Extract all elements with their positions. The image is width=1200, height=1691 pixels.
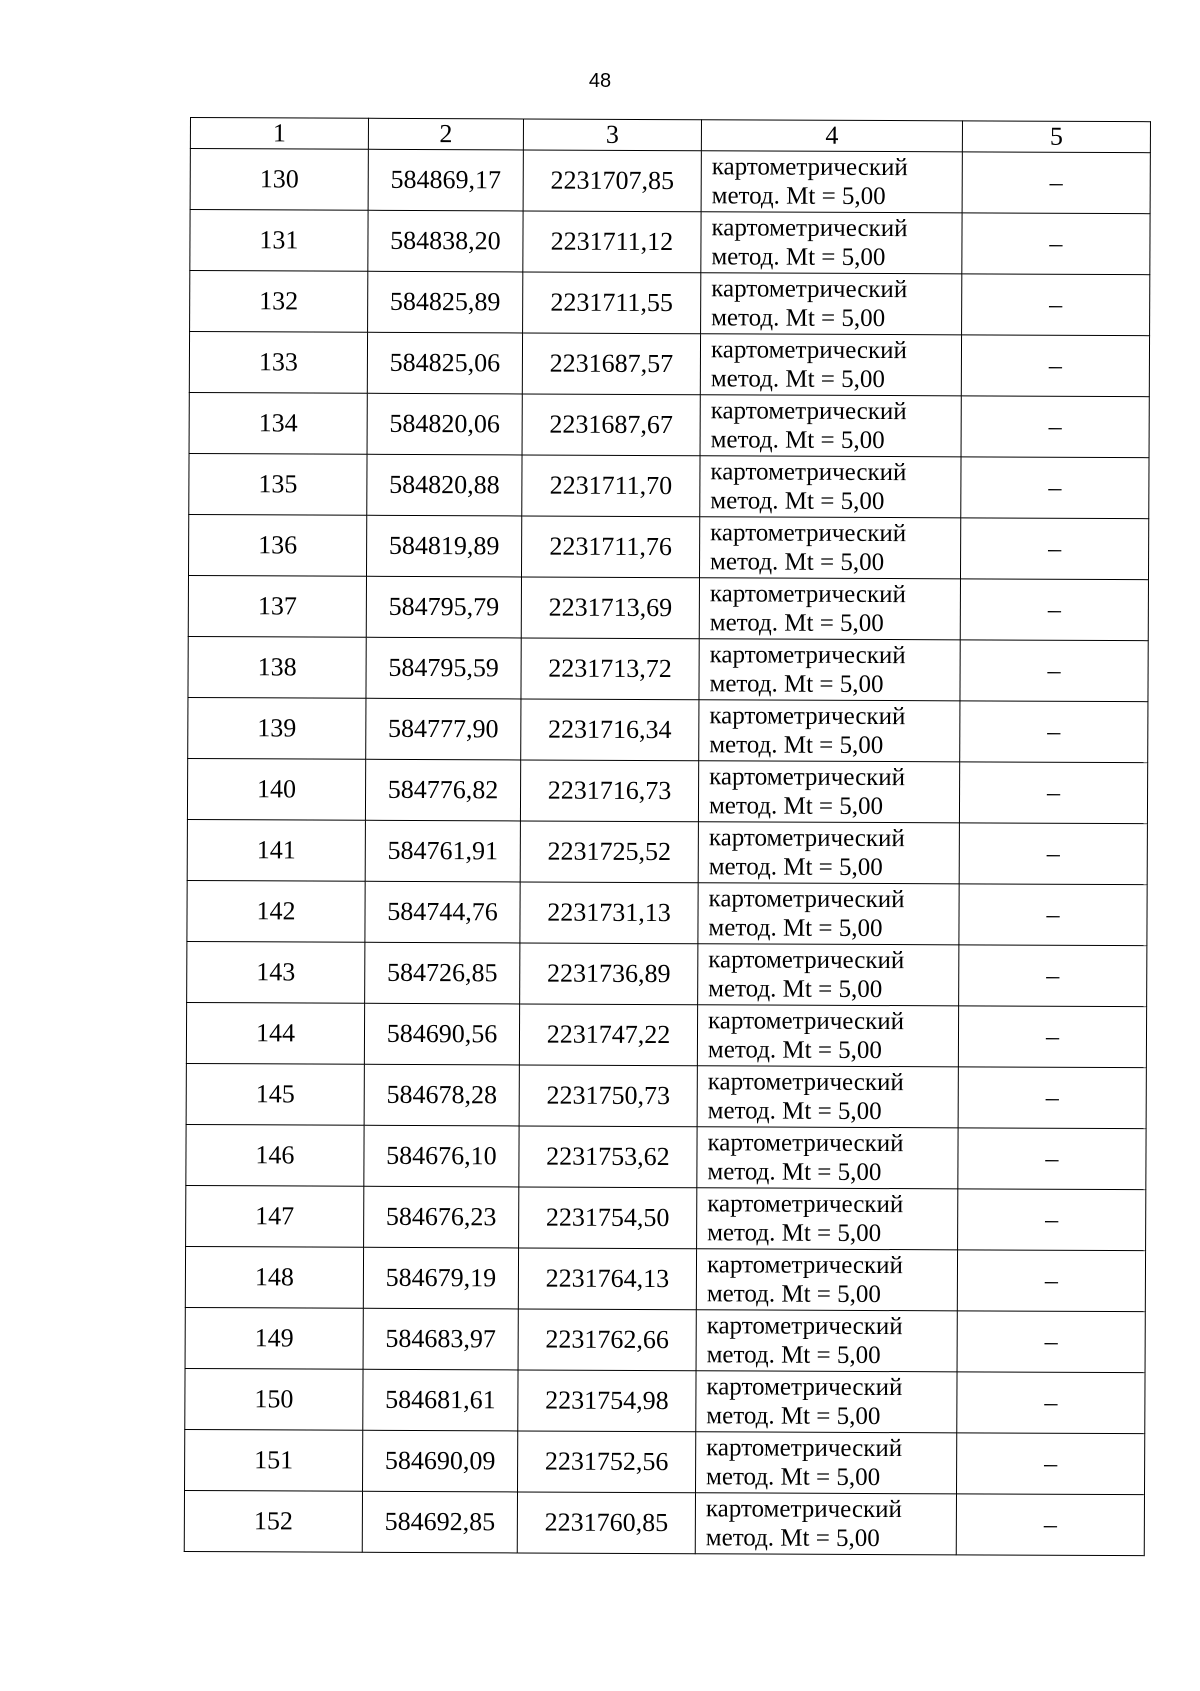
note-cell: – bbox=[960, 640, 1148, 702]
method-line-2: метод. Mt = 5,00 bbox=[709, 731, 884, 760]
table-row bbox=[189, 453, 1149, 518]
x-coordinate-cell: 584692,85 bbox=[362, 1491, 517, 1553]
table-row bbox=[186, 1124, 1146, 1189]
method-line-2: метод. Mt = 5,00 bbox=[708, 975, 883, 1004]
table-row bbox=[188, 514, 1148, 579]
y-coordinate-cell: 2231764,13 bbox=[518, 1248, 696, 1310]
method-cell bbox=[698, 822, 959, 884]
method-line-1: картометрический bbox=[710, 336, 908, 365]
method-line-2: метод. Mt = 5,00 bbox=[711, 304, 886, 333]
x-coordinate-cell: 584690,09 bbox=[363, 1430, 518, 1492]
table-row bbox=[186, 1002, 1146, 1067]
table-row bbox=[187, 819, 1147, 884]
y-coordinate-cell: 2231754,50 bbox=[519, 1187, 697, 1249]
note-cell: – bbox=[958, 1067, 1146, 1129]
point-number-cell: 147 bbox=[186, 1185, 364, 1247]
note-cell: – bbox=[959, 945, 1147, 1007]
x-coordinate-cell: 584825,89 bbox=[368, 271, 523, 333]
note-cell: – bbox=[958, 1128, 1146, 1190]
method-cell bbox=[701, 151, 962, 213]
y-coordinate-cell: 2231747,22 bbox=[519, 1004, 697, 1066]
method-line-1: картометрический bbox=[707, 1129, 904, 1158]
method-cell bbox=[695, 1493, 956, 1555]
method-line-2: метод. Mt = 5,00 bbox=[707, 1097, 882, 1126]
method-cell bbox=[699, 517, 960, 579]
y-coordinate-cell: 2231687,67 bbox=[522, 394, 700, 456]
method-line-1: картометрический bbox=[709, 702, 906, 731]
note-cell: – bbox=[960, 701, 1148, 763]
method-cell bbox=[700, 334, 961, 396]
method-line-1: картометрический bbox=[710, 458, 907, 487]
point-number-cell: 150 bbox=[185, 1368, 363, 1430]
table-row bbox=[189, 332, 1149, 397]
point-number-cell: 139 bbox=[188, 697, 366, 759]
y-coordinate-cell: 2231687,57 bbox=[522, 333, 700, 395]
note-cell: – bbox=[959, 762, 1147, 824]
table-row bbox=[185, 1368, 1145, 1433]
x-coordinate-cell: 584838,20 bbox=[368, 210, 523, 272]
method-line-2: метод. Mt = 5,00 bbox=[707, 1158, 882, 1187]
method-line-1: картометрический bbox=[708, 946, 905, 975]
table-row bbox=[184, 1490, 1144, 1555]
table-row bbox=[190, 271, 1150, 336]
note-cell: – bbox=[959, 884, 1147, 946]
point-number-cell: 142 bbox=[187, 880, 365, 942]
x-coordinate-cell: 584683,97 bbox=[363, 1308, 518, 1370]
table-row bbox=[186, 1063, 1146, 1128]
point-number-cell: 136 bbox=[188, 514, 366, 576]
point-number-cell: 143 bbox=[187, 941, 365, 1003]
note-cell: – bbox=[962, 213, 1150, 275]
method-cell bbox=[699, 578, 960, 640]
table-row bbox=[185, 1246, 1145, 1311]
y-coordinate-cell: 2231754,98 bbox=[518, 1370, 696, 1432]
table-header bbox=[190, 118, 1150, 153]
method-line-2: метод. Mt = 5,00 bbox=[706, 1402, 881, 1431]
x-coordinate-cell: 584744,76 bbox=[365, 881, 520, 943]
method-line-1: картометрический bbox=[708, 885, 905, 914]
table-row bbox=[188, 636, 1148, 701]
x-coordinate-cell: 584819,89 bbox=[366, 515, 521, 577]
x-coordinate-cell: 584676,23 bbox=[364, 1186, 519, 1248]
point-number-cell: 131 bbox=[190, 210, 368, 272]
method-cell bbox=[697, 1005, 958, 1067]
method-cell bbox=[701, 212, 962, 274]
table-row bbox=[187, 941, 1147, 1006]
note-cell: – bbox=[958, 1189, 1146, 1251]
method-line-2: метод. Mt = 5,00 bbox=[708, 914, 883, 943]
column-header-5: 5 bbox=[962, 121, 1150, 153]
method-line-1: картометрический bbox=[707, 1190, 904, 1219]
method-line-2: метод. Mt = 5,00 bbox=[710, 426, 885, 455]
x-coordinate-cell: 584776,82 bbox=[365, 759, 520, 821]
method-line-1: картометрический bbox=[709, 641, 906, 670]
x-coordinate-cell: 584679,19 bbox=[363, 1247, 518, 1309]
note-cell: – bbox=[960, 579, 1148, 641]
y-coordinate-cell: 2231752,56 bbox=[518, 1431, 696, 1493]
method-line-2: метод. Mt = 5,00 bbox=[705, 1524, 880, 1553]
point-number-cell: 132 bbox=[190, 271, 368, 333]
method-line-1: картометрический bbox=[710, 519, 907, 548]
y-coordinate-cell: 2231711,12 bbox=[523, 211, 701, 273]
method-line-1: картометрический bbox=[708, 824, 905, 853]
table-row bbox=[186, 1185, 1146, 1250]
x-coordinate-cell: 584678,28 bbox=[364, 1064, 519, 1126]
y-coordinate-cell: 2231711,70 bbox=[522, 455, 700, 517]
y-coordinate-cell: 2231716,73 bbox=[520, 760, 698, 822]
y-coordinate-cell: 2231750,73 bbox=[519, 1065, 697, 1127]
method-line-2: метод. Mt = 5,00 bbox=[708, 792, 884, 821]
method-cell bbox=[701, 273, 962, 335]
method-line-2: метод. Mt = 5,00 bbox=[710, 365, 885, 394]
column-header-3: 3 bbox=[523, 119, 701, 151]
note-cell: – bbox=[957, 1311, 1145, 1373]
x-coordinate-cell: 584820,88 bbox=[367, 454, 522, 516]
method-line-1: картометрический bbox=[711, 214, 908, 243]
coordinates-table bbox=[184, 117, 1151, 1556]
x-coordinate-cell: 584795,79 bbox=[366, 576, 521, 638]
note-cell: – bbox=[962, 274, 1150, 336]
method-line-1: картометрический bbox=[711, 275, 908, 304]
note-cell: – bbox=[956, 1433, 1144, 1495]
method-cell bbox=[696, 1310, 957, 1372]
method-line-2: метод. Mt = 5,00 bbox=[706, 1280, 881, 1309]
note-cell: – bbox=[961, 396, 1149, 458]
method-cell bbox=[700, 456, 961, 518]
point-number-cell: 146 bbox=[186, 1124, 364, 1186]
point-number-cell: 135 bbox=[189, 453, 367, 515]
y-coordinate-cell: 2231753,62 bbox=[519, 1126, 697, 1188]
method-line-1: картометрический bbox=[709, 763, 906, 792]
method-cell bbox=[696, 1432, 957, 1494]
method-line-1: картометрический bbox=[706, 1251, 904, 1280]
note-cell: – bbox=[959, 823, 1147, 885]
note-cell: – bbox=[961, 457, 1149, 519]
point-number-cell: 133 bbox=[189, 332, 367, 394]
header-row bbox=[190, 118, 1150, 153]
note-cell: – bbox=[958, 1006, 1146, 1068]
point-number-cell: 152 bbox=[184, 1490, 362, 1552]
table-row bbox=[190, 210, 1150, 275]
y-coordinate-cell: 2231713,69 bbox=[521, 577, 699, 639]
column-header-4: 4 bbox=[701, 120, 962, 152]
note-cell: – bbox=[961, 335, 1149, 397]
y-coordinate-cell: 2231716,34 bbox=[521, 699, 699, 761]
x-coordinate-cell: 584761,91 bbox=[365, 820, 520, 882]
method-line-1: картометрический bbox=[707, 1068, 904, 1097]
point-number-cell: 140 bbox=[187, 758, 365, 820]
table-row bbox=[188, 697, 1148, 762]
method-line-2: метод. Mt = 5,00 bbox=[707, 1219, 882, 1248]
column-header-2: 2 bbox=[368, 118, 523, 150]
method-cell bbox=[696, 1371, 957, 1433]
method-cell bbox=[698, 883, 959, 945]
x-coordinate-cell: 584690,56 bbox=[364, 1003, 519, 1065]
y-coordinate-cell: 2231762,66 bbox=[518, 1309, 696, 1371]
method-cell bbox=[697, 1188, 958, 1250]
point-number-cell: 137 bbox=[188, 575, 366, 637]
note-cell: – bbox=[957, 1250, 1145, 1312]
table-row bbox=[188, 575, 1148, 640]
y-coordinate-cell: 2231707,85 bbox=[523, 150, 701, 212]
note-cell: – bbox=[956, 1494, 1144, 1556]
method-cell bbox=[699, 700, 960, 762]
table-row bbox=[187, 758, 1147, 823]
x-coordinate-cell: 584681,61 bbox=[363, 1369, 518, 1431]
method-line-2: метод. Mt = 5,00 bbox=[711, 243, 886, 272]
method-cell bbox=[700, 395, 961, 457]
y-coordinate-cell: 2231711,76 bbox=[521, 516, 699, 578]
point-number-cell: 144 bbox=[186, 1002, 364, 1064]
method-line-2: метод. Mt = 5,00 bbox=[706, 1341, 881, 1370]
x-coordinate-cell: 584777,90 bbox=[366, 698, 521, 760]
method-cell bbox=[697, 1127, 958, 1189]
method-line-2: метод. Mt = 5,00 bbox=[711, 182, 886, 211]
table-row bbox=[185, 1307, 1145, 1372]
table-row bbox=[190, 149, 1150, 214]
column-header-1: 1 bbox=[190, 118, 368, 150]
point-number-cell: 141 bbox=[187, 819, 365, 881]
y-coordinate-cell: 2231731,13 bbox=[520, 882, 698, 944]
method-line-1: картометрический bbox=[706, 1434, 903, 1463]
x-coordinate-cell: 584795,59 bbox=[366, 637, 521, 699]
method-line-2: метод. Mt = 5,00 bbox=[709, 609, 884, 638]
method-cell bbox=[697, 1066, 958, 1128]
y-coordinate-cell: 2231711,55 bbox=[523, 272, 701, 334]
table-row bbox=[187, 880, 1147, 945]
method-cell bbox=[696, 1249, 957, 1311]
table-row bbox=[185, 1429, 1145, 1494]
x-coordinate-cell: 584820,06 bbox=[367, 393, 522, 455]
method-line-2: метод. Mt = 5,00 bbox=[707, 1036, 883, 1065]
method-cell bbox=[698, 761, 959, 823]
page-number: 48 bbox=[588, 70, 612, 92]
method-line-1: картометрический bbox=[706, 1312, 903, 1341]
point-number-cell: 151 bbox=[185, 1429, 363, 1491]
method-line-1: картометрический bbox=[711, 153, 908, 182]
point-number-cell: 134 bbox=[189, 392, 367, 454]
method-line-1: картометрический bbox=[709, 580, 906, 609]
table-body bbox=[184, 149, 1150, 1556]
x-coordinate-cell: 584676,10 bbox=[364, 1125, 519, 1187]
note-cell: – bbox=[957, 1372, 1145, 1434]
method-line-1: картометрический bbox=[710, 397, 907, 426]
x-coordinate-cell: 584726,85 bbox=[365, 942, 520, 1004]
x-coordinate-cell: 584869,17 bbox=[368, 149, 523, 211]
point-number-cell: 149 bbox=[185, 1307, 363, 1369]
method-line-2: метод. Mt = 5,00 bbox=[710, 548, 885, 577]
note-cell: – bbox=[962, 152, 1150, 214]
y-coordinate-cell: 2231713,72 bbox=[521, 638, 699, 700]
method-line-1: картометрический bbox=[708, 1007, 905, 1036]
note-cell: – bbox=[960, 518, 1148, 580]
method-line-2: метод. Mt = 5,00 bbox=[710, 487, 885, 516]
x-coordinate-cell: 584825,06 bbox=[367, 332, 522, 394]
method-line-2: метод. Mt = 5,00 bbox=[708, 853, 883, 882]
point-number-cell: 148 bbox=[185, 1246, 363, 1308]
method-line-2: метод. Mt = 5,00 bbox=[706, 1463, 881, 1492]
method-line-2: метод. Mt = 5,00 bbox=[709, 670, 884, 699]
y-coordinate-cell: 2231725,52 bbox=[520, 821, 698, 883]
y-coordinate-cell: 2231760,85 bbox=[517, 1492, 695, 1554]
method-line-1: картометрический bbox=[706, 1373, 903, 1402]
method-cell bbox=[699, 639, 960, 701]
table-row bbox=[189, 392, 1149, 457]
point-number-cell: 138 bbox=[188, 636, 366, 698]
method-line-1: картометрический bbox=[705, 1495, 902, 1524]
y-coordinate-cell: 2231736,89 bbox=[520, 943, 698, 1005]
method-cell bbox=[698, 944, 959, 1006]
point-number-cell: 145 bbox=[186, 1063, 364, 1125]
point-number-cell: 130 bbox=[190, 149, 368, 211]
